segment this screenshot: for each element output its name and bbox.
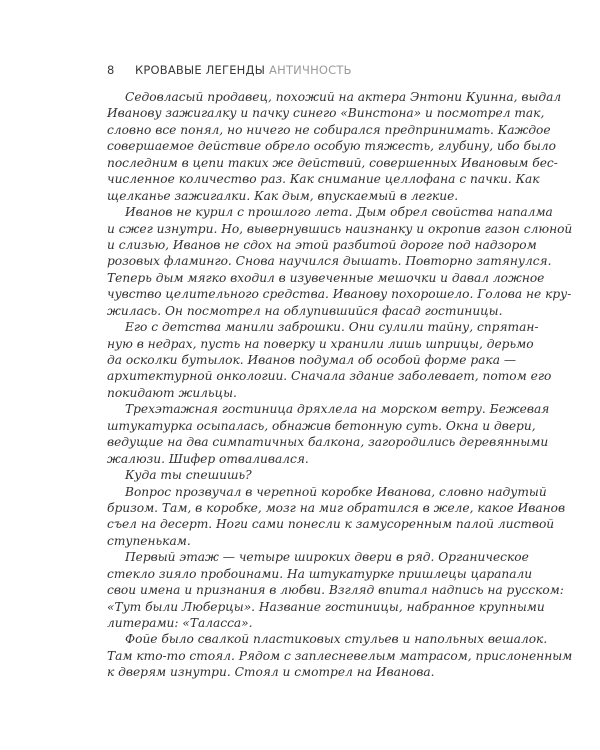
text-line: Вопрос прозвучал в черепной коробке Иванова, словно надутый	[125, 484, 547, 499]
text-line: да осколки бутылок. Иванов подумал об особой форме рака —	[107, 353, 517, 367]
text-line: Седовласый продавец, похожий на актера Энтони Куинна, выдал	[125, 90, 562, 104]
paragraph	[107, 401, 550, 467]
text-line: ступенькам.	[107, 533, 191, 548]
running-head	[107, 63, 507, 79]
text-line: архитектурной онкологии. Сначала здание заболевает, потом его	[107, 369, 552, 384]
text-line: к дверям изнутри. Стоял и смотрел на Иванова.	[107, 665, 435, 680]
text-line: и сжег изнутри. Но, вывернувшись наизнанку и окропив газон слюной	[107, 221, 573, 236]
text-line: ведущие на два симпатичных балкона, загородились деревянными	[107, 435, 549, 450]
text-line: Первый этаж — четыре широких двери в ряд. Органическое	[125, 550, 529, 565]
text-line: ную в недрах, пусть на поверку и хранили лишь шприцы, дерьмо	[107, 336, 534, 351]
paragraph	[107, 204, 573, 319]
paragraph	[107, 467, 497, 483]
text-line: Иванову зажигалку и пачку синего «Винстона» и посмотрел так,	[107, 106, 545, 121]
book-title: КРОВАВЫЕ ЛЕГЕНДЫ	[135, 63, 266, 77]
paragraph	[107, 631, 573, 680]
book-title-container	[135, 63, 352, 77]
text-line: Его с детства манили заброшки. Они сулили тайну, спрятан-	[125, 320, 539, 335]
paragraph	[107, 89, 562, 204]
text-line: Фойе было свалкой пластиковых стульев и напольных вешалок.	[125, 632, 548, 647]
body-text	[107, 89, 573, 681]
section-title: АНТИЧНОСТЬ	[269, 63, 352, 77]
text-line: стекло зияло пробоинами. На штукатурке пришлецы царапали	[107, 566, 533, 581]
text-line: щелканье зажигалки. Как дым, впускаемый в легкие.	[107, 188, 459, 203]
text-line: Там кто-то стоял. Рядом с заплесневелым матрасом, прислоненным	[107, 648, 573, 663]
text-line: свои имена и признания в любви. Взгляд впитал надпись на русском:	[107, 583, 564, 598]
text-line: словно все понял, но ничего не собирался предпринимать. Каждое	[107, 122, 551, 137]
text-line: чувство целительного средства. Иванову похорошело. Голова не кру-	[107, 287, 572, 302]
text-line: покидают жильцы.	[107, 385, 237, 400]
text-line: и слизью, Иванов не сдох на этой разбитой дороге под надзором	[107, 237, 537, 252]
text-line: Теперь дым мягко входил в изувеченные мешочки и давал ложное	[107, 270, 545, 285]
text-line: Куда ты спешишь?	[125, 468, 252, 483]
text-line: последним в цепи таких же действий, совершенных Ивановым бес-	[107, 155, 558, 170]
text-line: Трехэтажная гостиница дряхлела на морском ветру. Бежевая	[125, 402, 550, 417]
text-line: жилась. Он посмотрел на облупившийся фасад гостиницы.	[107, 303, 503, 318]
paragraph	[107, 484, 566, 550]
text-line: «Тут были Люберцы». Название гостиницы, набранное крупными	[107, 599, 545, 614]
paragraph	[107, 319, 552, 401]
text-line: штукатурка осыпалась, обнажив бетонную суть. Окна и двери,	[107, 418, 536, 433]
paragraph	[107, 549, 564, 631]
text-line: розовых фламинго. Снова научился дышать. Повторно затянулся.	[107, 254, 552, 269]
text-line: жалюзи. Шифер отваливался.	[107, 451, 309, 466]
text-line: бризом. Там, в коробке, мозг на миг обратился в желе, какое Иванов	[107, 500, 566, 515]
text-line: Иванов не курил с прошлого лета. Дым обрел свойства напалма	[125, 205, 553, 220]
text-line: численное количество раз. Как снимание целлофана с пачки. Как	[107, 172, 540, 187]
page-number: 8	[107, 63, 115, 77]
text-line: съел на десерт. Ноги сами понесли к замусоренным палой листвой	[107, 517, 555, 532]
text-line: совершаемое действие обрело особую тяжесть, глубину, ибо было	[107, 139, 556, 154]
text-line: литерами: «Таласса».	[107, 616, 253, 630]
